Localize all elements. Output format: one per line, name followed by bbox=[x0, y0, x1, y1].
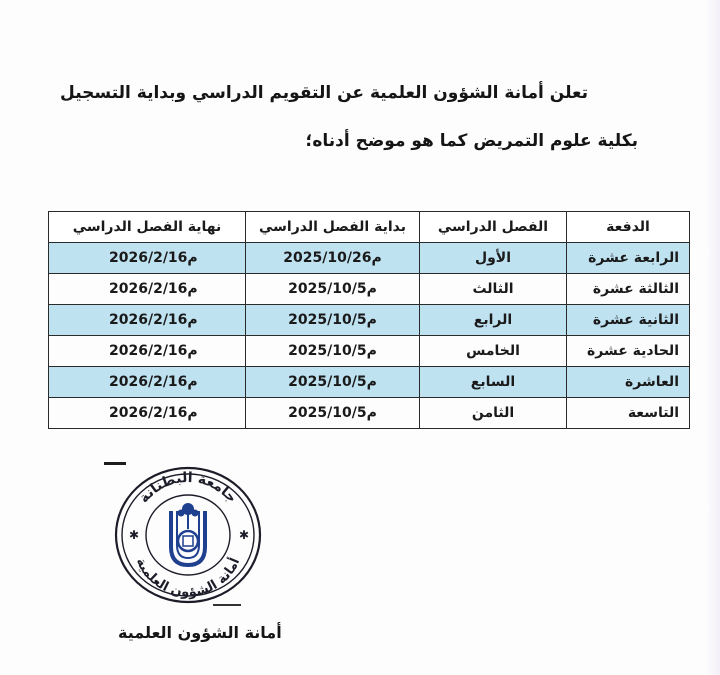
signature-label: أمانة الشؤون العلمية bbox=[118, 623, 282, 642]
header-semester-end: نهاية الفصل الدراسي bbox=[49, 212, 246, 243]
cell-semester: الأول bbox=[420, 243, 567, 274]
table-row bbox=[49, 367, 690, 398]
table-header-row bbox=[49, 212, 690, 243]
table-row bbox=[49, 305, 690, 336]
cell-start-date: 2025/10/5م bbox=[288, 374, 377, 390]
cell-end-date: 2026/2/16م bbox=[109, 343, 198, 359]
table-row bbox=[49, 336, 690, 367]
cell-batch: العاشرة bbox=[567, 367, 690, 398]
academic-calendar-table bbox=[48, 211, 690, 429]
university-seal-icon bbox=[113, 465, 263, 605]
svg-text:جامعة البطنانة: جامعة البطنانة bbox=[135, 469, 240, 507]
announcement-line-1: تعلن أمانة الشؤون العلمية عن التقويم الدراسي وبداية التسجيل bbox=[60, 83, 588, 103]
svg-text:أمانة الشؤون العلمية: أمانة الشؤون العلمية bbox=[132, 555, 244, 601]
header-batch: الدفعة bbox=[567, 212, 690, 243]
cell-start-date: 2025/10/26م bbox=[283, 250, 382, 266]
cell-semester: الخامس bbox=[420, 336, 567, 367]
cell-end-date: 2026/2/16م bbox=[109, 374, 198, 390]
table-row bbox=[49, 398, 690, 429]
cell-start-date: 2025/10/5م bbox=[288, 312, 377, 328]
table-row bbox=[49, 274, 690, 305]
header-semester-start: بداية الفصل الدراسي bbox=[246, 212, 420, 243]
official-stamp bbox=[113, 465, 263, 605]
svg-text:✱: ✱ bbox=[129, 528, 140, 542]
announcement-line-2: بكلية علوم التمريض كما هو موضح أدناه؛ bbox=[305, 131, 638, 151]
cell-batch: الرابعة عشرة bbox=[567, 243, 690, 274]
cell-semester: الثالث bbox=[420, 274, 567, 305]
cell-batch: الثالثة عشرة bbox=[567, 274, 690, 305]
cell-semester: الثامن bbox=[420, 398, 567, 429]
cell-semester: السابع bbox=[420, 367, 567, 398]
cell-start-date: 2025/10/5م bbox=[288, 281, 377, 297]
header-semester: الفصل الدراسي bbox=[420, 212, 567, 243]
cell-batch: الحادية عشرة bbox=[567, 336, 690, 367]
cell-end-date: 2026/2/16م bbox=[109, 281, 198, 297]
cell-semester: الرابع bbox=[420, 305, 567, 336]
signature-stroke bbox=[213, 604, 241, 606]
page-edge-shadow bbox=[706, 0, 720, 675]
table-row bbox=[49, 243, 690, 274]
cell-end-date: 2026/2/16م bbox=[109, 312, 198, 328]
cell-start-date: 2025/10/5م bbox=[288, 343, 377, 359]
svg-text:✱: ✱ bbox=[239, 528, 250, 542]
cell-start-date: 2025/10/5م bbox=[288, 405, 377, 421]
cell-batch: التاسعة bbox=[567, 398, 690, 429]
cell-end-date: 2026/2/16م bbox=[109, 405, 198, 421]
cell-end-date: 2026/2/16م bbox=[109, 250, 198, 266]
cell-batch: الثانية عشرة bbox=[567, 305, 690, 336]
